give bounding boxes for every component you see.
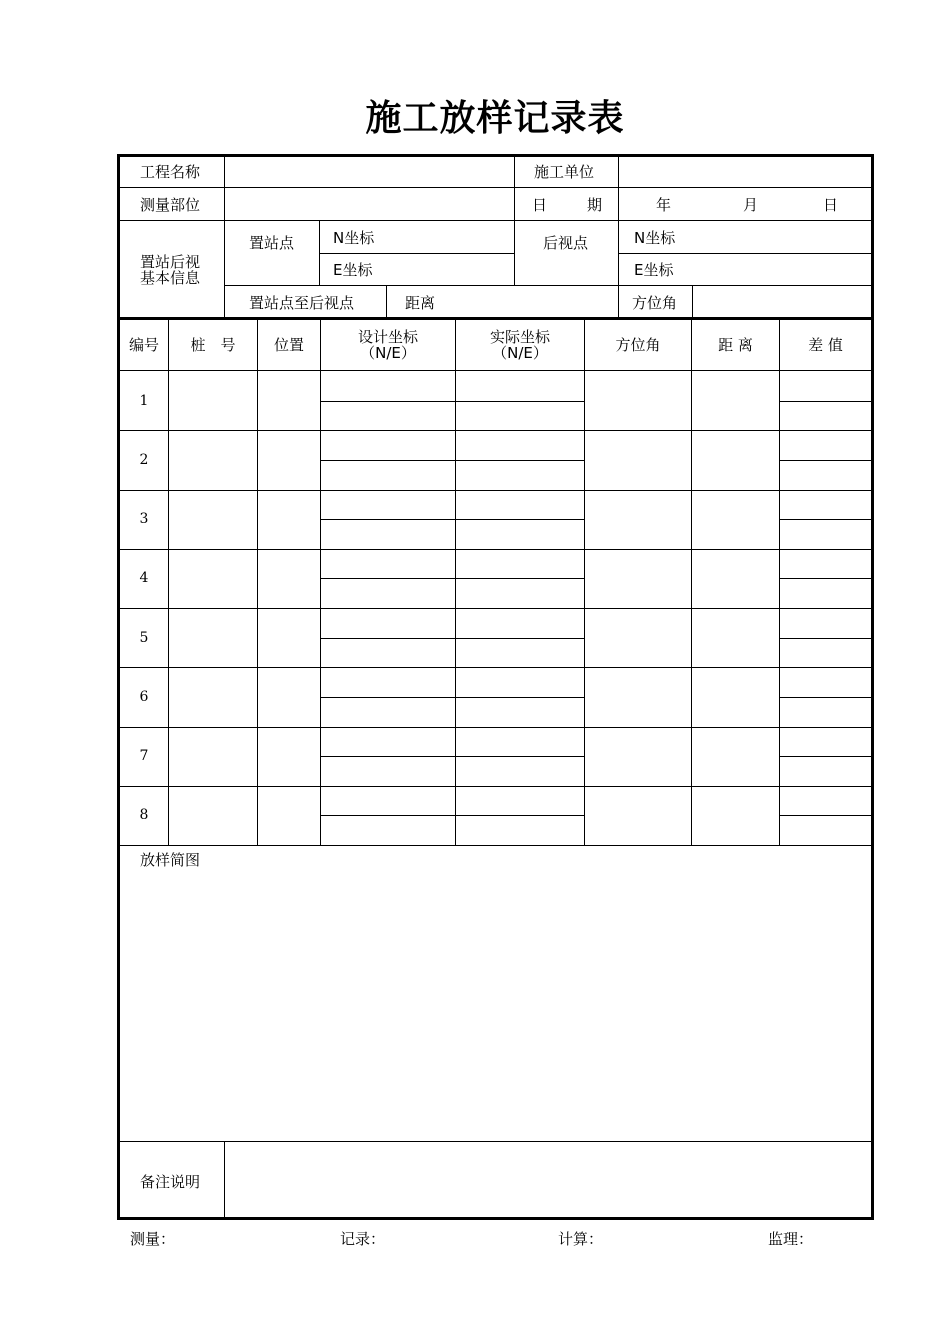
remarks-label: 备注说明 [140,1173,201,1191]
divider [257,318,258,845]
col-header-difference: 差 值 [808,335,843,354]
col-header-actual-line2: （N/E） [492,343,548,362]
divider [386,285,387,318]
station-e-label: E坐标 [333,261,373,279]
divider [691,318,692,845]
cell-split [780,460,871,461]
signature-calc: 计算： [558,1230,604,1248]
divider [514,157,515,285]
table-row-divider [120,608,871,609]
table-row-divider [120,549,871,550]
table-row-number: 3 [139,511,149,527]
col-header-distance: 距 离 [718,335,753,354]
construction-unit-label: 施工单位 [534,163,595,181]
distance-label: 距离 [405,294,436,312]
date-label-ri: 日 [532,196,548,214]
cell-split [321,519,585,520]
backsight-e-label: E坐标 [634,261,674,279]
cell-split [780,756,871,757]
cell-split [321,401,585,402]
divider [120,187,871,188]
azimuth-label: 方位角 [632,294,678,312]
signature-survey: 测量： [130,1230,176,1248]
table-row-number: 5 [139,630,149,646]
cell-split [780,697,871,698]
sketch-label: 放样简图 [140,851,201,869]
divider [224,220,871,221]
table-row-divider [120,845,871,846]
divider [224,1141,225,1217]
table-row-number: 6 [139,689,149,705]
cell-split [780,578,871,579]
cell-split [780,638,871,639]
divider [120,220,224,221]
divider [584,318,585,845]
col-header-design-line2: （N/E） [360,343,416,362]
col-header-azimuth: 方位角 [615,335,661,354]
table-row-divider [120,786,871,787]
station-to-backsight-label: 置站点至后视点 [249,294,355,312]
table-row-divider [120,490,871,491]
divider [618,157,619,318]
backsight-n-label: N坐标 [634,229,676,247]
survey-part-label: 测量部位 [140,196,201,214]
col-header-design [321,319,455,370]
cell-split [321,697,585,698]
date-label-qi: 期 [587,196,603,214]
cell-split [780,519,871,520]
signature-record: 记录： [340,1230,386,1248]
project-name-label: 工程名称 [140,163,201,181]
divider [618,253,871,254]
table-row-number: 8 [139,807,149,823]
cell-split [780,401,871,402]
page-title: 施工放样记录表 [365,98,625,139]
cell-split [321,460,585,461]
cell-split [780,815,871,816]
setting-out-record-form [117,154,874,1220]
table-row-divider [120,667,871,668]
col-header-pile: 桩 号 [190,335,236,354]
divider [320,318,321,845]
divider [455,318,456,845]
table-row-number: 7 [139,748,149,764]
table-row-divider [120,430,871,431]
divider [224,285,871,286]
signature-supervisor: 监理： [768,1230,814,1248]
backsight-label: 后视点 [543,234,589,252]
col-header-id: 编号 [128,335,159,354]
table-row-number: 1 [139,393,149,409]
station-point-label: 置站点 [249,234,295,252]
col-header-actual [456,319,584,370]
station-info-line1: 置站后视 [140,253,201,271]
divider [120,1141,871,1142]
divider [168,318,169,845]
divider [319,253,514,254]
table-row-divider [120,727,871,728]
divider [319,220,320,285]
col-header-actual-line1: 实际坐标 [489,327,550,346]
table-row-number: 2 [139,452,149,468]
day-label: 日 [823,196,839,214]
divider [692,285,693,318]
station-info-line2: 基本信息 [140,269,201,287]
year-label: 年 [656,196,672,214]
cell-split [321,756,585,757]
station-n-label: N坐标 [333,229,375,247]
cell-split [321,638,585,639]
cell-split [321,578,585,579]
divider [120,370,871,371]
divider [224,157,225,318]
divider [779,318,780,845]
col-header-design-line1: 设计坐标 [357,327,418,346]
col-header-position: 位置 [273,335,304,354]
table-row-number: 4 [139,570,149,586]
month-label: 月 [743,196,759,214]
cell-split [321,815,585,816]
